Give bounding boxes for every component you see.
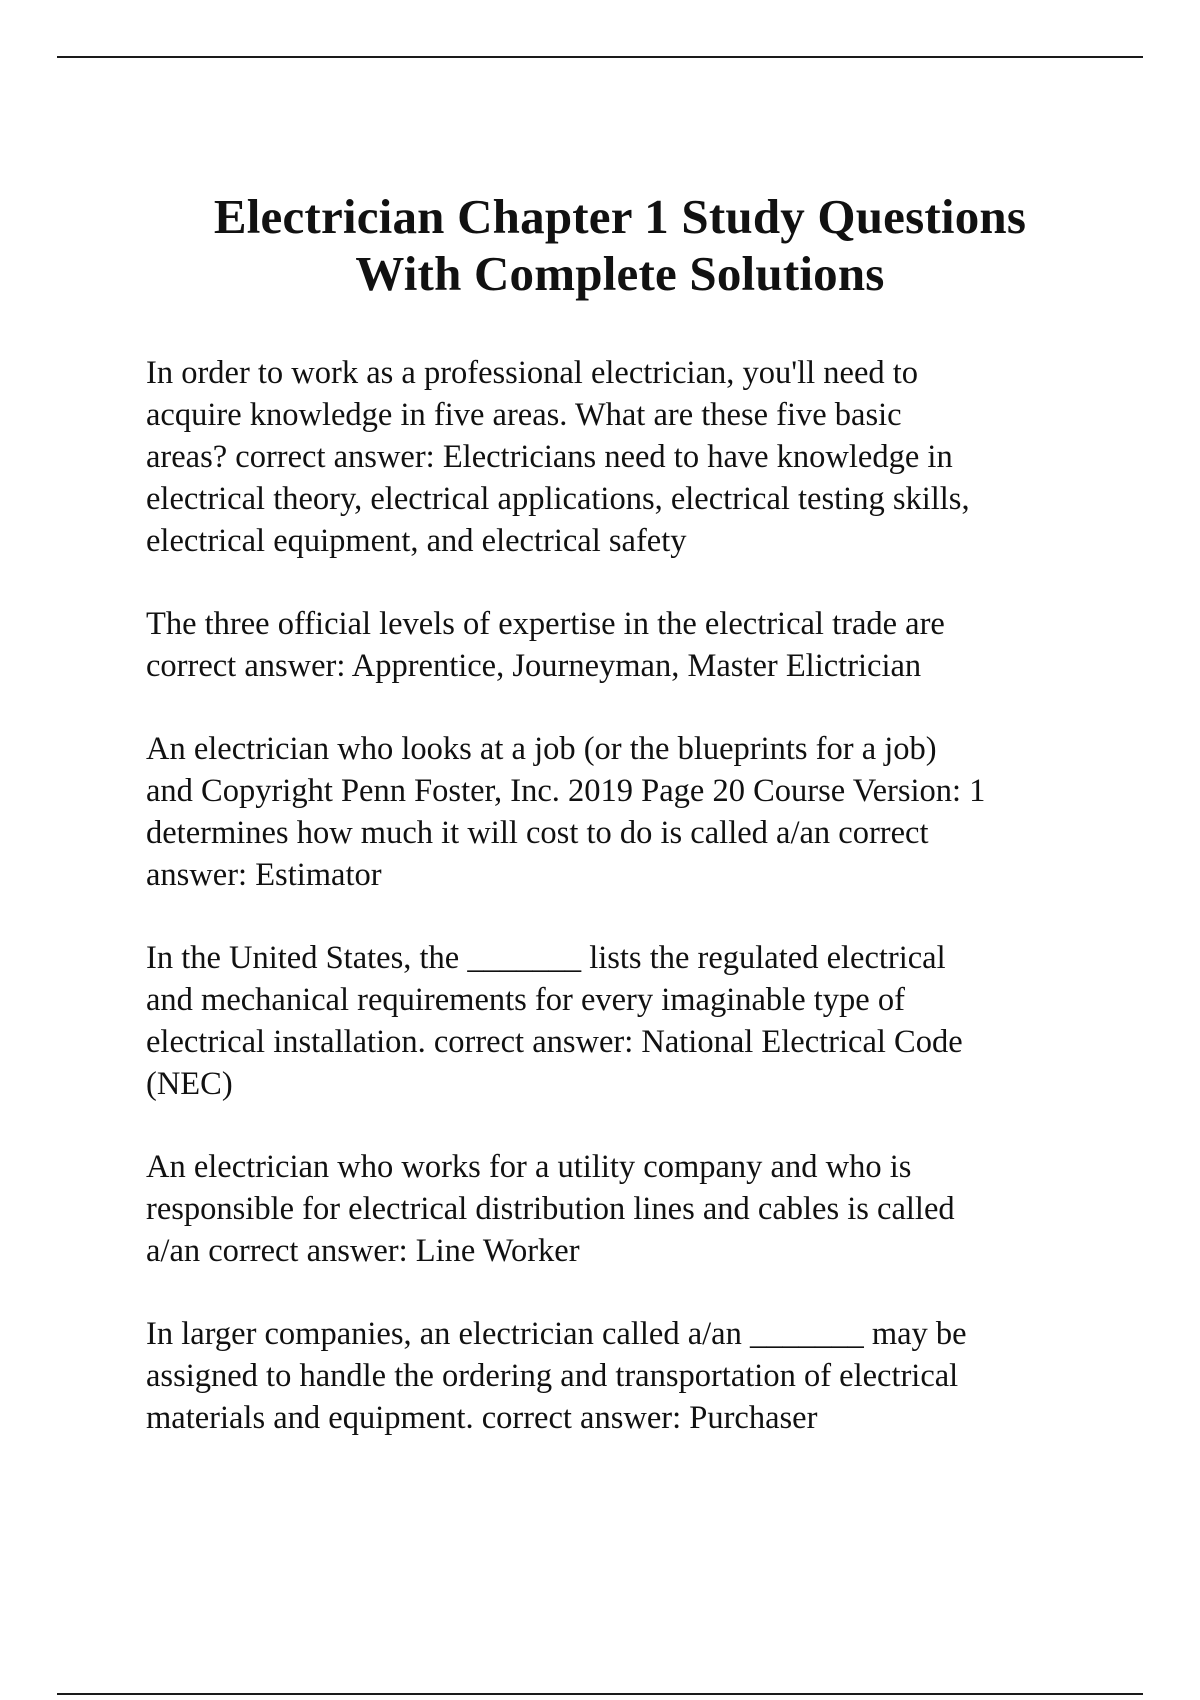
question-answer-item	[146, 1313, 1106, 1439]
text-line: correct answer: Apprentice, Journeyman, Master Elictrician	[146, 648, 922, 684]
text-line: a/an correct answer: Line Worker	[146, 1233, 580, 1269]
text-line: (NEC)	[146, 1066, 233, 1102]
text-line: In the United States, the _______ lists the regulated electrical	[146, 940, 946, 976]
question-list	[146, 352, 1106, 1480]
text-line: In larger companies, an electrician called a/an _______ may be	[146, 1316, 967, 1352]
text-line: and mechanical requirements for every imaginable type of	[146, 982, 905, 1018]
title-line: With Complete Solutions	[355, 246, 885, 301]
text-line: An electrician who works for a utility company and who is	[146, 1149, 912, 1185]
top-divider	[57, 56, 1143, 58]
text-line: The three official levels of expertise in the electrical trade are	[146, 606, 945, 642]
question-answer-item	[146, 352, 1106, 562]
title-line: Electrician Chapter 1 Study Questions	[213, 189, 1027, 244]
question-answer-item	[146, 937, 1106, 1105]
document-title	[100, 188, 1140, 302]
text-line: responsible for electrical distribution lines and cables is called	[146, 1191, 955, 1227]
text-line: areas? correct answer: Electricians need to have knowledge in	[146, 439, 953, 475]
question-answer-item	[146, 1146, 1106, 1272]
bottom-divider	[57, 1693, 1143, 1695]
text-line: electrical theory, electrical applications, electrical testing skills,	[146, 481, 970, 517]
question-answer-item	[146, 603, 1106, 687]
question-answer-item	[146, 728, 1106, 896]
text-line: answer: Estimator	[146, 857, 382, 893]
text-line: acquire knowledge in five areas. What are these five basic	[146, 397, 902, 433]
text-line: electrical installation. correct answer: National Electrical Code	[146, 1024, 963, 1060]
text-line: In order to work as a professional electrician, you'll need to	[146, 355, 919, 391]
text-line: determines how much it will cost to do is called a/an correct	[146, 815, 929, 851]
text-line: assigned to handle the ordering and transportation of electrical	[146, 1358, 959, 1394]
text-line: electrical equipment, and electrical safety	[146, 523, 687, 559]
text-line: materials and equipment. correct answer: Purchaser	[146, 1400, 818, 1436]
text-line: and Copyright Penn Foster, Inc. 2019 Page 20 Course Version: 1	[146, 773, 986, 809]
text-line: An electrician who looks at a job (or the blueprints for a job)	[146, 731, 937, 767]
